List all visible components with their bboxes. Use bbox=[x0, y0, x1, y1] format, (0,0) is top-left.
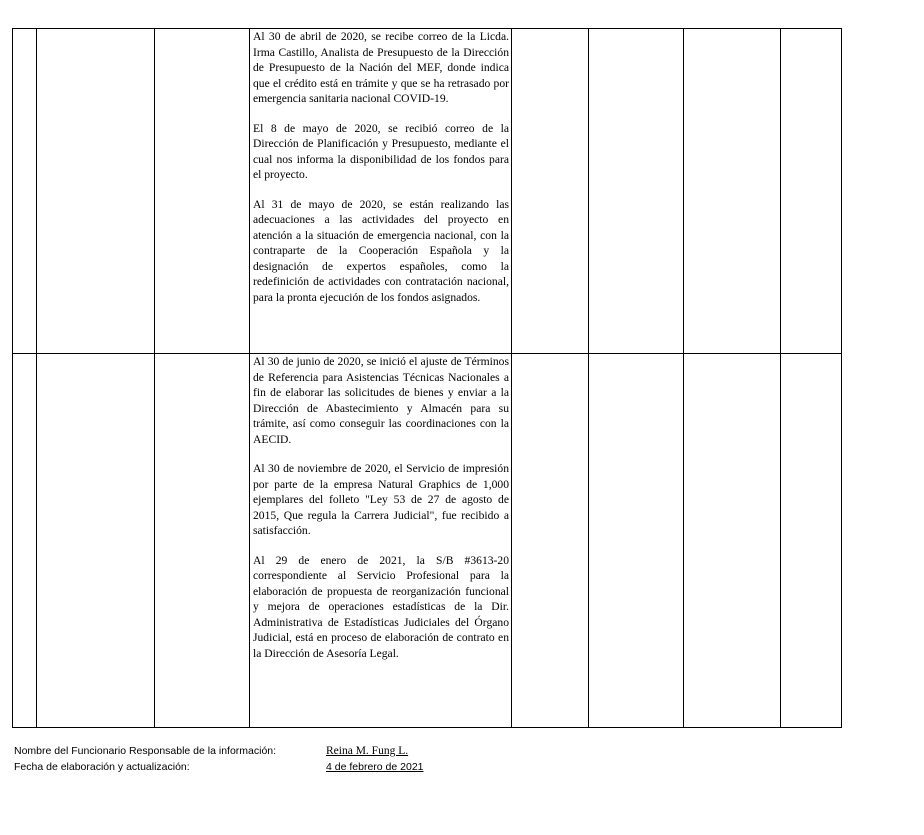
progress-paragraph: El 8 de mayo de 2020, se recibió correo de la Dirección de Planificación y Presupuesto, mediante el cual nos informa la disponibilidad de los fondos para el proyecto. bbox=[253, 121, 509, 181]
table-cell bbox=[781, 354, 842, 728]
responsible-label: Nombre del Funcionario Responsable de la información: bbox=[14, 745, 277, 757]
progress-description-cell bbox=[250, 354, 512, 728]
responsible-value: Reina M. Fung L. bbox=[326, 745, 409, 757]
table-cell bbox=[589, 354, 684, 728]
table-cell bbox=[684, 29, 781, 354]
table-cell bbox=[781, 29, 842, 354]
progress-report-table bbox=[12, 28, 842, 728]
table-row bbox=[13, 354, 842, 728]
progress-paragraph: Al 30 de junio de 2020, se inició el ajuste de Términos de Referencia para Asistencias Técnicas Nacionales a fin de elaborar las solicitudes de bienes y enviar a la Dirección de Abastecimiento y Almacén para su trámite, así como conseguir las coordinaciones con la AECID. bbox=[253, 355, 509, 446]
table-cell bbox=[13, 29, 37, 354]
progress-paragraph: Al 31 de mayo de 2020, se están realizando las adecuaciones a las actividades del proyecto en atención a la situación de emergencia nacional, con la contraparte de la Cooperación Española y la designación de expertos españoles, como la redefinición de actividades con contratación nacional, para la pronta ejecución de los fondos asignados. bbox=[253, 197, 509, 304]
table-cell bbox=[155, 354, 250, 728]
date-value: 4 de febrero de 2021 bbox=[326, 761, 424, 773]
table-row bbox=[13, 29, 842, 354]
table-cell bbox=[512, 354, 589, 728]
progress-description-cell bbox=[250, 29, 512, 354]
table-cell bbox=[37, 354, 155, 728]
table-cell bbox=[589, 29, 684, 354]
table-cell bbox=[13, 354, 37, 728]
table-cell bbox=[684, 354, 781, 728]
progress-paragraph: Al 30 de noviembre de 2020, el Servicio de impresión por parte de la empresa Natural Graphics de 1,000 ejemplares del folleto "Ley 53 de 27 de agosto de 2015, Que regula la Carrera Judicial", fue recibido a satisfacción. bbox=[253, 462, 509, 537]
progress-paragraph: Al 30 de abril de 2020, se recibe correo de la Licda. Irma Castillo, Analista de Presupuesto de la Dirección de Presupuesto de la Nación del MEF, donde indica que el crédito está en trámite y que se ha retrasado por emergencia sanitaria nacional COVID-19. bbox=[253, 30, 509, 105]
progress-paragraph: Al 29 de enero de 2021, la S/B #3613-20 correspondiente al Servicio Profesional para la elaboración de propuesta de reorganización funcional y mejora de operaciones estadísticas de la Dir. Administrativa de Estadísticas Judiciales del Órgano Judicial, está en proceso de elaboración de contrato en la Dirección de Asesoría Legal. bbox=[253, 553, 509, 660]
date-label: Fecha de elaboración y actualización: bbox=[14, 761, 190, 773]
table-cell bbox=[37, 29, 155, 354]
table-cell bbox=[512, 29, 589, 354]
table-cell bbox=[155, 29, 250, 354]
